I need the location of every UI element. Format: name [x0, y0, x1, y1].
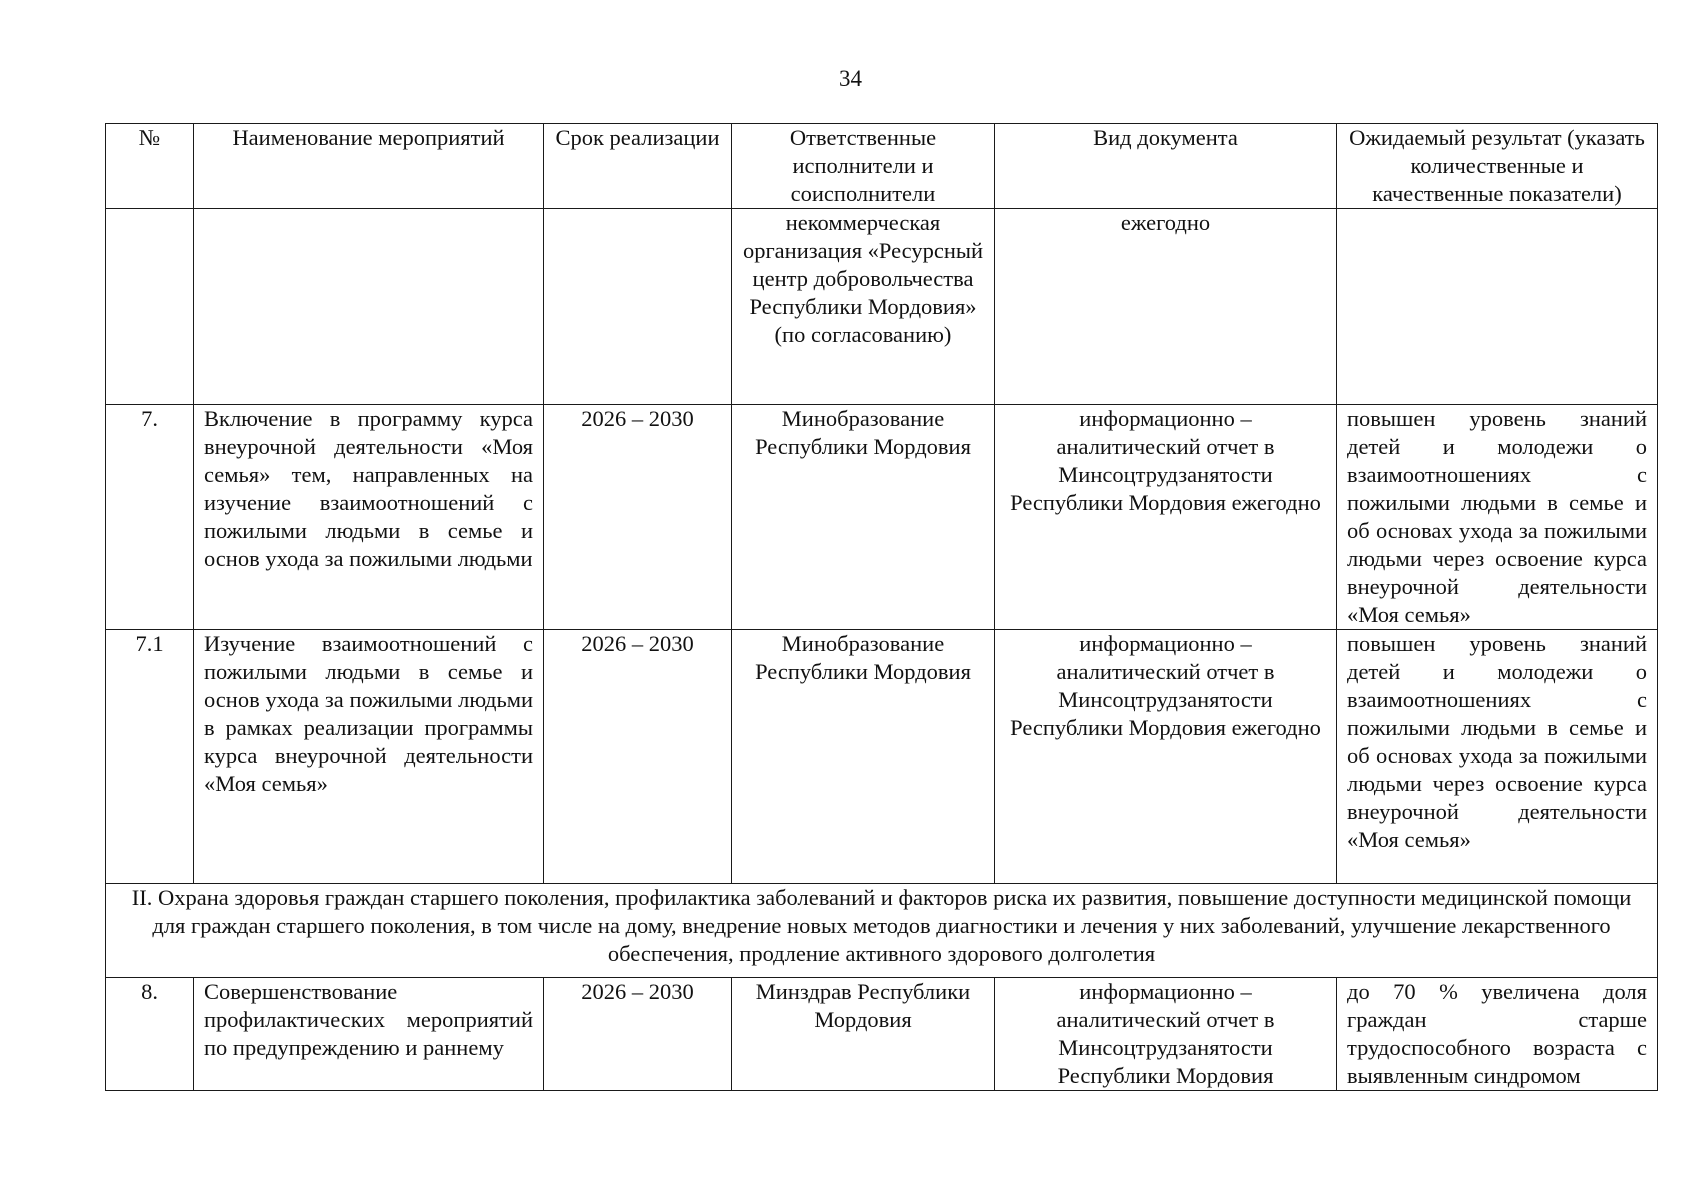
cell-term: 2026 – 2030	[544, 630, 732, 884]
page-number: 34	[839, 66, 862, 91]
cell-term: 2026 – 2030	[544, 978, 732, 1091]
cell-term: 2026 – 2030	[544, 405, 732, 630]
table-row	[106, 405, 1658, 630]
cell-result: до 70 % увеличена доля граждан старше трудоспособного возраста с выявленным синдромом	[1337, 978, 1658, 1091]
cell-number: 8.	[106, 978, 194, 1091]
cell-doc-type: ежегодно	[995, 209, 1337, 405]
header-term: Срок реализации	[544, 124, 732, 209]
cell-doc-type: информационно – аналитический отчет в Минсоцтрудзанятости Республики Мордовия ежегодно	[995, 630, 1337, 884]
cell-term	[544, 209, 732, 405]
cell-result: повышен уровень знаний детей и молодежи о взаимоотношениях с пожилыми людьми в семье и об основах ухода за пожилыми людьми через освоение курса внеурочной деятельности «Моя семья»	[1337, 630, 1658, 884]
table-row	[106, 209, 1658, 405]
section-heading-row	[106, 884, 1658, 978]
cell-doc-type: информационно – аналитический отчет в Минсоцтрудзанятости Республики Мордовия	[995, 978, 1337, 1091]
action-plan-table	[105, 123, 1658, 1091]
cell-number: 7.	[106, 405, 194, 630]
cell-executors: Минобразование Республики Мордовия	[732, 405, 995, 630]
cell-result	[1337, 209, 1658, 405]
cell-number: 7.1	[106, 630, 194, 884]
cell-name	[194, 209, 544, 405]
cell-number	[106, 209, 194, 405]
cell-executors: Минздрав Республики Мордовия	[732, 978, 995, 1091]
header-number: №	[106, 124, 194, 209]
cell-executors: некоммерческая организация «Ресурсный центр добровольчества Республики Мордовия» (по согласованию)	[732, 209, 995, 405]
cell-result: повышен уровень знаний детей и молодежи о взаимоотношениях с пожилыми людьми в семье и об основах ухода за пожилыми людьми через освоение курса внеурочной деятельности «Моя семья»	[1337, 405, 1658, 630]
header-executors: Ответственные исполнители и соисполнители	[732, 124, 995, 209]
cell-name: Совершенствование профилактических мероприятий по предупреждению и раннему	[194, 978, 544, 1091]
section-title: II. Охрана здоровья граждан старшего поколения, профилактика заболеваний и факторов риска их развития, повышение доступности медицинской помощи для граждан старшего поколения, в том числе на дому, внедрение новых методов диагностики и лечения у них заболеваний, улучшение лекарственного обеспечения, продление активного здорового долголетия	[106, 884, 1658, 978]
cell-executors: Минобразование Республики Мордовия	[732, 630, 995, 884]
cell-name: Изучение взаимоотношений с пожилыми людьми в семье и основ ухода за пожилыми людьми в рамках реализации программы курса внеурочной деятельности «Моя семья»	[194, 630, 544, 884]
header-name: Наименование мероприятий	[194, 124, 544, 209]
header-doc-type: Вид документа	[995, 124, 1337, 209]
table-row	[106, 630, 1658, 884]
table-row	[106, 978, 1658, 1091]
cell-doc-type: информационно – аналитический отчет в Минсоцтрудзанятости Республики Мордовия ежегодно	[995, 405, 1337, 630]
header-result: Ожидаемый результат (указать количественные и качественные показатели)	[1337, 124, 1658, 209]
table-header-row	[106, 124, 1658, 209]
cell-name: Включение в программу курса внеурочной деятельности «Моя семья» тем, направленных на изучение взаимоотношений с пожилыми людьми в семье и основ ухода за пожилыми людьми	[194, 405, 544, 630]
